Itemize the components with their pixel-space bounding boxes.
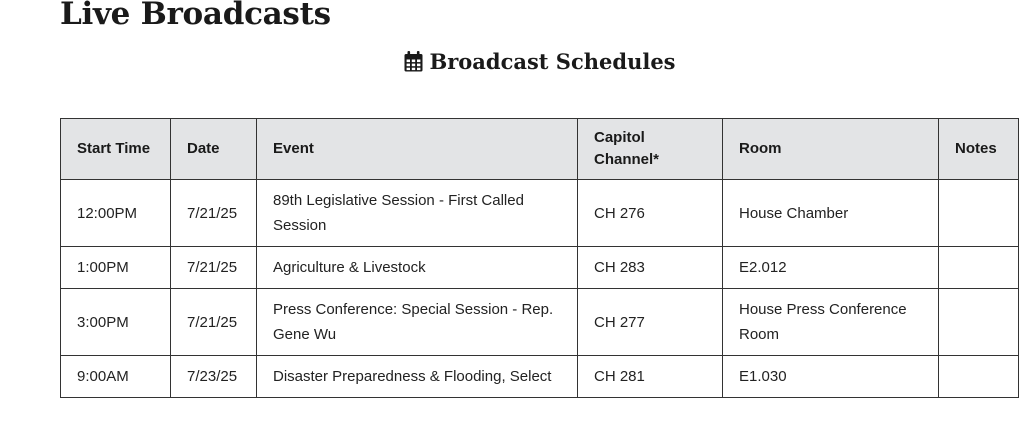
cell-room: House Chamber (723, 180, 939, 247)
cell-notes (939, 289, 1019, 356)
cell-event: Press Conference: Special Session - Rep. Gene Wu (257, 289, 578, 356)
cell-channel: CH 281 (578, 356, 723, 398)
header-capitol-channel: Capitol Channel* (578, 119, 723, 180)
table-header-row (61, 119, 1019, 180)
header-start-time: Start Time (61, 119, 171, 180)
cell-room: E1.030 (723, 356, 939, 398)
header-room: Room (723, 119, 939, 180)
cell-date: 7/21/25 (171, 247, 257, 289)
cell-event: Disaster Preparedness & Flooding, Select (257, 356, 578, 398)
cell-channel: CH 276 (578, 180, 723, 247)
table-row (61, 247, 1019, 289)
cell-start-time: 3:00PM (61, 289, 171, 356)
cell-notes (939, 356, 1019, 398)
table-row (61, 180, 1019, 247)
section-title (0, 47, 1035, 80)
table-row (61, 356, 1019, 398)
cell-start-time: 12:00PM (61, 180, 171, 247)
table-row (61, 289, 1019, 356)
header-event: Event (257, 119, 578, 180)
header-date: Date (171, 119, 257, 180)
cell-room: House Press Conference Room (723, 289, 939, 356)
calendar-icon (404, 50, 423, 80)
cell-channel: CH 277 (578, 289, 723, 356)
page-title: Live Broadcasts (60, 0, 331, 32)
cell-event: Agriculture & Livestock (257, 247, 578, 289)
broadcast-schedule-table (60, 118, 1019, 398)
cell-date: 7/21/25 (171, 289, 257, 356)
cell-date: 7/21/25 (171, 180, 257, 247)
cell-room: E2.012 (723, 247, 939, 289)
cell-notes (939, 180, 1019, 247)
cell-channel: CH 283 (578, 247, 723, 289)
cell-event: 89th Legislative Session - First Called Session (257, 180, 578, 247)
cell-start-time: 9:00AM (61, 356, 171, 398)
cell-date: 7/23/25 (171, 356, 257, 398)
section-title-text: Broadcast Schedules (429, 49, 676, 74)
header-notes: Notes (939, 119, 1019, 180)
cell-start-time: 1:00PM (61, 247, 171, 289)
cell-notes (939, 247, 1019, 289)
